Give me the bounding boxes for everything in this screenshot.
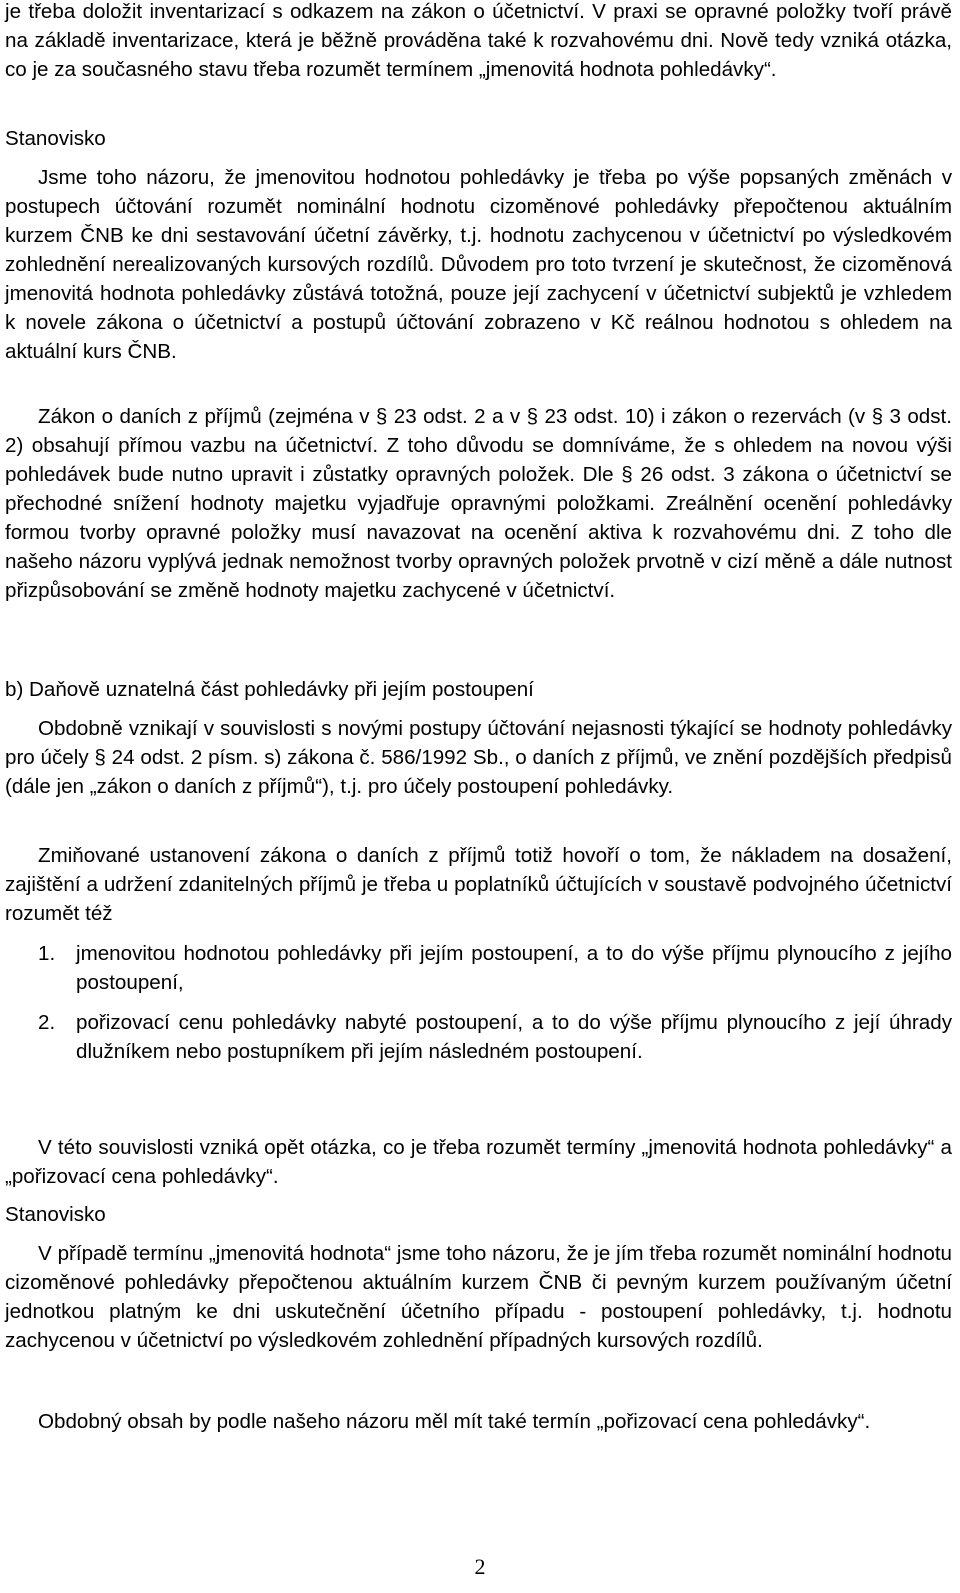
list-item (5, 1008, 952, 1066)
list-item-text: jmenovitou hodnotou pohledávky při jejím postoupení, a to do výše příjmu plynoucího z jejího postoupení, (76, 942, 952, 994)
list-item-number: 2. (38, 1011, 56, 1034)
tax-law-paragraph: Zákon o daních z příjmů (zejména v § 23 odst. 2 a v § 23 odst. 10) i zákon o rezervách (v § 3 odst. 2) obsahují přímou vazbu na účetnictví. Z toho důvodu se domníváme, že s ohledem na novou výši pohledávek bude nutno upravit i zůstatky opravných položek. Dle § 26 odst. 3 zákona o účetnictví se přechodné snížení hodnoty majetku vyjadřuje opravnými položkami. Zreálnění ocenění pohledávky formou tvorby opravné položky musí navazovat na ocenění aktiva k rozvahovému dni. Z toho dle našeho názoru vyplývá jednak nemožnost tvorby opravných položek prvotně v cizí měně a dále nutnost přizpůsobování se změně hodnoty majetku zachycené v účetnictví. (5, 405, 952, 602)
section-heading-b: b) Daňově uznatelná část pohledávky při jejím postoupení (5, 678, 534, 701)
list-item (5, 939, 952, 997)
numbered-list (5, 939, 952, 1066)
list-item-text: pořizovací cenu pohledávky nabyté postoupení, a to do výše příjmu plynoucího z její úhrady dlužníkem nebo postupníkem při jejím následném postoupení. (76, 1011, 952, 1063)
question-paragraph: V této souvislosti vzniká opět otázka, co je třeba rozumět termíny „jmenovitá hodnota pohledávky“ a „pořizovací cena pohledávky“. (5, 1136, 952, 1188)
intro-paragraph: je třeba doložit inventarizací s odkazem na zákon o účetnictví. V praxi se opravné položky tvoří právě na základě inventarizace, která je běžně prováděna také k rozvahovému dni. Nově tedy vzniká otázka, co je za současného stavu třeba rozumět termínem „jmenovitá hodnota pohledávky“. (5, 0, 952, 81)
page-number: 2 (474, 1554, 486, 1579)
section-heading-stanovisko-2: Stanovisko (5, 1203, 106, 1226)
acquisition-price-paragraph: Obdobný obsah by podle našeho názoru měl mít také termín „pořizovací cena pohledávky“. (38, 1410, 871, 1433)
section-heading-stanovisko: Stanovisko (5, 127, 106, 150)
provision-paragraph: Zmiňované ustanovení zákona o daních z příjmů totiž hovoří o tom, že nákladem na dosažení, zajištění a udržení zdanitelných příjmů je třeba u poplatníků účtujících v soustavě podvojného účetnictví rozumět též (5, 844, 952, 925)
analogous-paragraph: Obdobně vznikají v souvislosti s novými postupy účtování nejasnosti týkající se hodnoty pohledávky pro účely § 24 odst. 2 písm. s) zákona č. 586/1992 Sb., o daních z příjmů, ve znění pozdějších předpisů (dále jen „zákon o daních z příjmů“), t.j. pro účely postoupení pohledávky. (5, 717, 952, 798)
list-item-number: 1. (38, 942, 56, 965)
stanovisko-paragraph: Jsme toho názoru, že jmenovitou hodnotou pohledávky je třeba po výše popsaných změnách v postupech účtování rozumět nominální hodnotu cizoměnové pohledávky přepočtenou aktuálním kurzem ČNB ke dni sestavování účetní závěrky, t.j. hodnotu zachycenou v účetnictví po výsledkovém zohlednění nerealizovaných kursových rozdílů. Důvodem pro toto tvrzení je skutečnost, že cizoměnová jmenovitá hodnota pohledávky zůstává totožná, pouze její zachycení v účetnictví subjektů je vzhledem k novele zákona o účetnictví a postupů účtování zobrazeno v Kč reálnou hodnotou s ohledem na aktuální kurs ČNB. (5, 166, 952, 363)
nominal-value-paragraph: V případě termínu „jmenovitá hodnota“ jsme toho názoru, že je jím třeba rozumět nominální hodnotu cizoměnové pohledávky přepočtenou aktuálním kurzem ČNB či pevným kurzem používaným účetní jednotkou platným ke dni uskutečnění účetního případu - postoupení pohledávky, t.j. hodnotu zachycenou v účetnictví po výsledkovém zohlednění případných kursových rozdílů. (5, 1242, 952, 1352)
